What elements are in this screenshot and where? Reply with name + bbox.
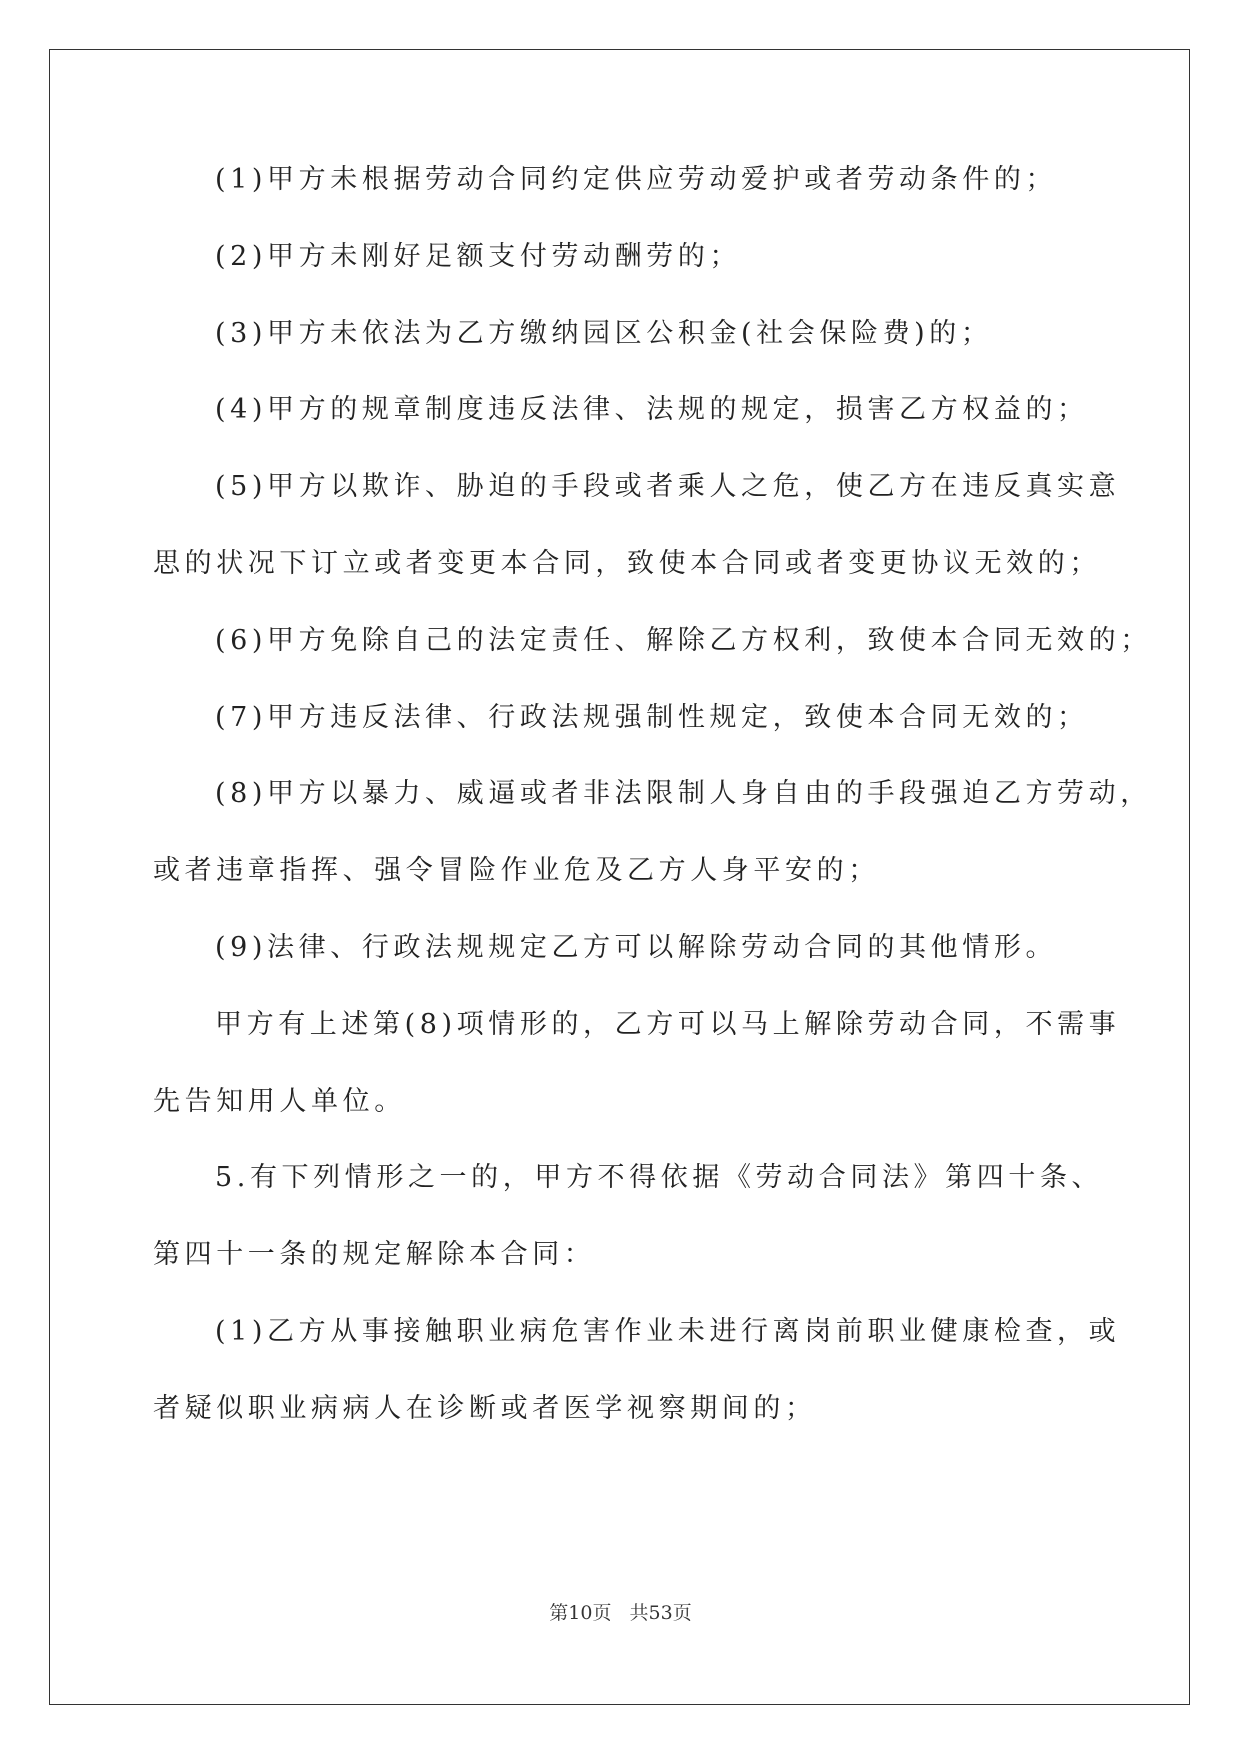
paragraph-line: (4)甲方的规章制度违反法律、法规的规定，损害乙方权益的； <box>215 394 1089 425</box>
paragraph-line: 思的状况下订立或者变更本合同，致使本合同或者变更协议无效的； <box>153 548 1101 579</box>
paragraph-line: 或者违章指挥、强令冒险作业危及乙方人身平安的； <box>153 855 880 886</box>
paragraph-line: 甲方有上述第(8)项情形的，乙方可以马上解除劳动合同，不需事 <box>215 1009 1121 1040</box>
paragraph-line: (3)甲方未依法为乙方缴纳园区公积金(社会保险费)的； <box>215 318 993 349</box>
paragraph-line: 第四十一条的规定解除本合同： <box>153 1239 596 1270</box>
paragraph-line: 者疑似职业病病人在诊断或者医学视察期间的； <box>153 1393 817 1424</box>
paragraph-line: 5.有下列情形之一的，甲方不得依据《劳动合同法》第四十条、 <box>215 1162 1104 1193</box>
paragraph-line: 先告知用人单位。 <box>153 1086 406 1117</box>
page-footer <box>0 1598 1241 1625</box>
paragraph-line: (6)甲方免除自己的法定责任、解除乙方权利，致使本合同无效的； <box>215 625 1152 656</box>
paragraph-line: (2)甲方未刚好足额支付劳动酬劳的； <box>215 241 742 272</box>
paragraph-line: (8)甲方以暴力、威逼或者非法限制人身自由的手段强迫乙方劳动， <box>215 778 1152 809</box>
paragraph-line: (5)甲方以欺诈、胁迫的手段或者乘人之危，使乙方在违反真实意 <box>215 471 1121 502</box>
total-page-count: 共53页 <box>629 1602 692 1624</box>
paragraph-line: (1)乙方从事接触职业病危害作业未进行离岗前职业健康检查，或 <box>215 1316 1121 1347</box>
current-page-number: 第10页 <box>549 1602 612 1624</box>
paragraph-line: (7)甲方违反法律、行政法规强制性规定，致使本合同无效的； <box>215 702 1089 733</box>
paragraph-line: (9)法律、行政法规规定乙方可以解除劳动合同的其他情形。 <box>215 932 1058 963</box>
paragraph-line: (1)甲方未根据劳动合同约定供应劳动爱护或者劳动条件的； <box>215 164 1058 195</box>
